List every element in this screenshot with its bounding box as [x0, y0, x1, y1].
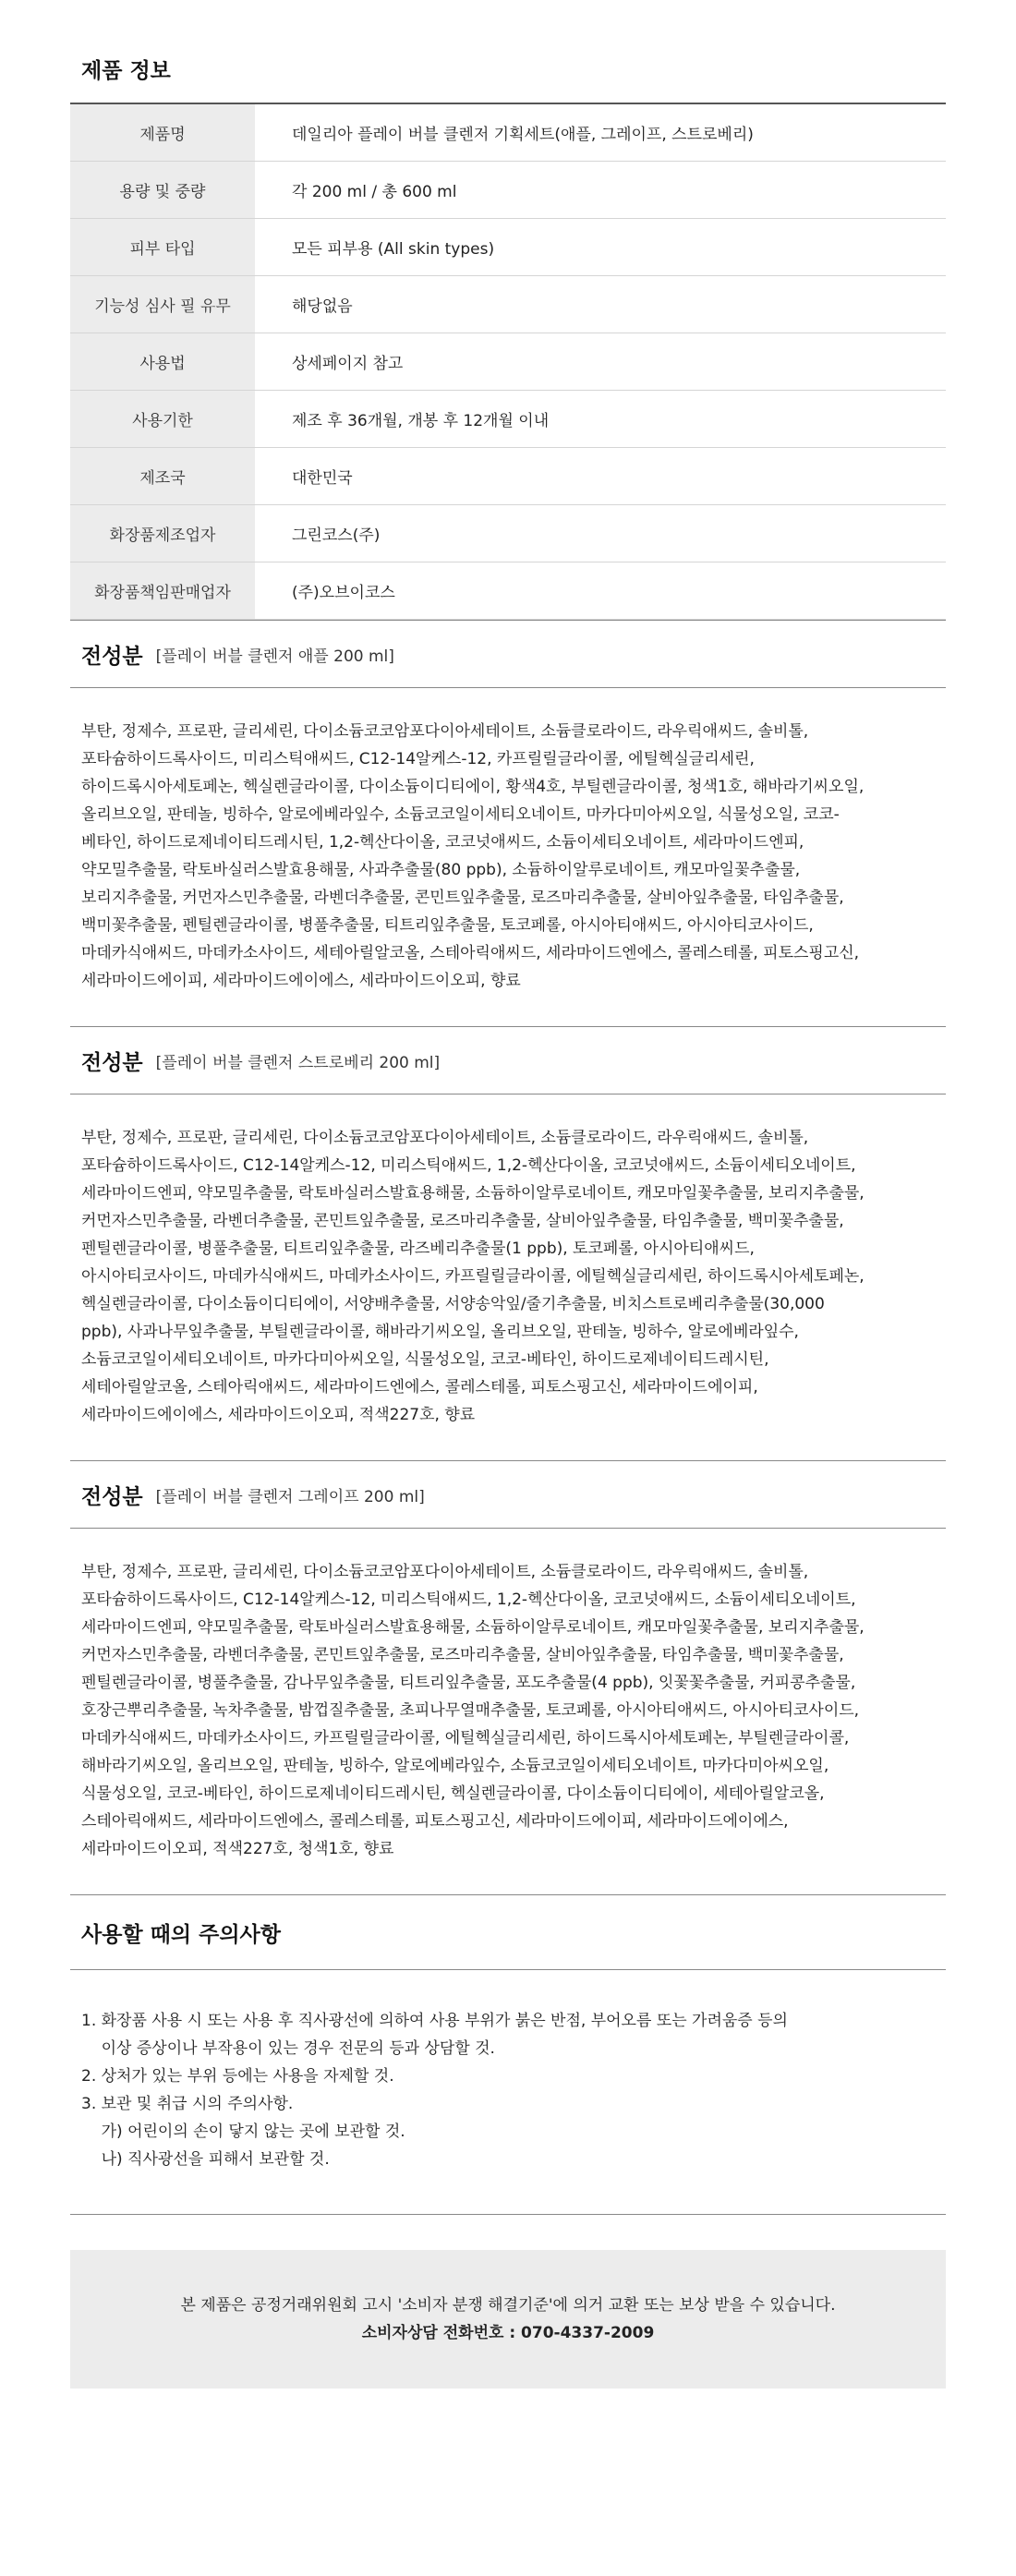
row-value: 해당없음 [255, 276, 946, 333]
table-row [70, 505, 946, 562]
row-value: 상세페이지 참고 [255, 333, 946, 391]
row-value: 제조 후 36개월, 개봉 후 12개월 이내 [255, 391, 946, 448]
consumer-notice-box [70, 2250, 946, 2389]
product-info-table [70, 103, 946, 620]
ingredients-title: 전성분 [81, 1050, 143, 1075]
ingredients-text: 부탄, 정제수, 프로판, 글리세린, 다이소듐코코암포다이아세테이트, 소듐클로라이드, 라우릭애씨드, 솔비톨, 포타슘하이드록사이드, C12-14알케스-12, 미리스틱애씨드, 1,2-헥산다이올, 코코넛애씨드, 소듐이세티오네이트, 세라마이드엔피, 약모밀추출물, 락토바실러스발효용해물, 소듐하이알루로네이트, 캐모마일꽃추출물, 보리지추출물, 커먼자스민추출물, 라벤더추출물, 콘민트잎추출물, 로즈마리추출물, 살비아잎추출물, 타임추출물, 백미꽃추출물, 펜틸렌글라이콜, 병풀추출물, 감나무잎추출물, 티트리잎추출물, 포도추출물(4 ppb), 잇꽃꽃추출물, 커피콩추출물, 호장근뿌리추출물, 녹차추출물, 밤껍질추출물, 초피나무열매추출물, 토코페롤, 아시아티애씨드, 아시아티코사이드, 마데카식애씨드, 마데카소사이드, 카프릴릴글라이콜, 에틸헥실글리세린, 하이드록시아세토페논, 부틸렌글라이콜, 해바라기씨오일, 올리브오일, 판테놀, 빙하수, 알로에베라잎수, 소듐코코일이세티오네이트, 마카다미아씨오일, 식물성오일, 코코-베타인, 하이드로제네이티드레시틴, 헥실렌글라이콜, 다이소듐이디티에이, 세테아릴알코올, 스테아릭애씨드, 세라마이드엔에스, 콜레스테롤, 피토스핑고신, 세라마이드에이피, 세라마이드에이에스, 세라마이드이오피, 적색227호, 청색1호, 향료 [81, 1563, 865, 1858]
row-label: 제조국 [70, 448, 255, 505]
ingredients-title: 전성분 [81, 644, 143, 669]
caution-section [70, 1894, 946, 2215]
row-label: 용량 및 중량 [70, 162, 255, 219]
table-row [70, 162, 946, 219]
ingredients-text: 부탄, 정제수, 프로판, 글리세린, 다이소듐코코암포다이아세테이트, 소듐클로라이드, 라우릭애씨드, 솔비톨, 포타슘하이드록사이드, C12-14알케스-12, 미리스틱애씨드, 1,2-헥산다이올, 코코넛애씨드, 소듐이세티오네이트, 세라마이드엔피, 약모밀추출물, 락토바실러스발효용해물, 소듐하이알루로네이트, 캐모마일꽃추출물, 보리지추출물, 커먼자스민추출물, 라벤더추출물, 콘민트잎추출물, 로즈마리추출물, 살비아잎추출물, 타임추출물, 백미꽃추출물, 펜틸렌글라이콜, 병풀추출물, 티트리잎추출물, 라즈베리추출물(1 ppb), 토코페롤, 아시아티애씨드, 아시아티코사이드, 마데카식애씨드, 마데카소사이드, 카프릴릴글라이콜, 에틸헥실글리세린, 하이드록시아세토페논, 헥실렌글라이콜, 다이소듐이디티에이, 서양배추출물, 서양송악잎/줄기추출물, 비치스트로베리추출물(30,000 ppb), 사과나무잎추출물, 부틸렌글라이콜, 해바라기씨오일, 올리브오일, 판테놀, 빙하수, 알로에베라잎수, 소듐코코일이세티오네이트, 마카다미아씨오일, 식물성오일, 코코-베타인, 하이드로제네이티드레시틴, 세테아릴알코올, 스테아릭애씨드, 세라마이드엔에스, 콜레스테롤, 피토스핑고신, 세라마이드에이피, 세라마이드에이에스, 세라마이드이오피, 적색227호, 향료 [81, 1129, 865, 1424]
caution-list [70, 1970, 946, 2215]
product-info-title: 제품 정보 [81, 59, 171, 83]
row-label: 화장품책임판매업자 [70, 562, 255, 620]
row-label: 사용기한 [70, 391, 255, 448]
table-row [70, 219, 946, 276]
row-value: 모든 피부용 (All skin types) [255, 219, 946, 276]
row-label: 사용법 [70, 333, 255, 391]
ingredients-subtitle: [플레이 버블 클렌저 그레이프 200 ml] [155, 1487, 425, 1506]
table-row [70, 333, 946, 391]
row-value: 데일리아 플레이 버블 클렌저 기획세트(애플, 그레이프, 스트로베리) [255, 103, 946, 162]
row-label: 기능성 심사 필 유무 [70, 276, 255, 333]
caution-line: 1. 화장품 사용 시 또는 사용 후 직사광선에 의하여 사용 부위가 붉은 반점, 부어오름 또는 가려움증 등의 [81, 2012, 788, 2030]
caution-title: 사용할 때의 주의사항 [81, 1922, 281, 1947]
ingredients-grape [70, 1460, 946, 1894]
caution-line: 2. 상처가 있는 부위 등에는 사용을 자제할 것. [81, 2067, 394, 2086]
caution-header [70, 1894, 946, 1970]
ingredients-subtitle: [플레이 버블 클렌저 스트로베리 200 ml] [155, 1053, 441, 1072]
row-value: 대한민국 [255, 448, 946, 505]
ingredients-header [70, 1026, 946, 1094]
table-row [70, 391, 946, 448]
ingredients-apple [70, 620, 946, 1026]
ingredients-strawberry [70, 1026, 946, 1460]
row-value: 그린코스(주) [255, 505, 946, 562]
row-value: (주)오브이코스 [255, 562, 946, 620]
caution-line: 가) 어린이의 손이 닿지 않는 곳에 보관할 것. [81, 2122, 405, 2141]
table-row [70, 448, 946, 505]
table-row [70, 276, 946, 333]
ingredients-subtitle: [플레이 버블 클렌저 애플 200 ml] [155, 647, 394, 666]
row-label: 피부 타입 [70, 219, 255, 276]
product-detail-page [70, 0, 946, 2389]
table-row [70, 562, 946, 620]
row-value: 각 200 ml / 총 600 ml [255, 162, 946, 219]
row-label: 화장품제조업자 [70, 505, 255, 562]
notice-text: 본 제품은 공정거래위원회 고시 '소비자 분쟁 해결기준'에 의거 교환 또는 보상 받을 수 있습니다. [180, 2296, 836, 2315]
table-row [70, 103, 946, 162]
ingredients-header [70, 620, 946, 688]
ingredients-text: 부탄, 정제수, 프로판, 글리세린, 다이소듐코코암포다이아세테이트, 소듐클로라이드, 라우릭애씨드, 솔비톨, 포타슘하이드록사이드, 미리스틱애씨드, C12-14알케스-12, 카프릴릴글라이콜, 에틸헥실글리세린, 하이드록시아세토페논, 헥실렌글라이콜, 다이소듐이디티에이, 황색4호, 부틸렌글라이콜, 청색1호, 해바라기씨오일, 올리브오일, 판테놀, 빙하수, 알로에베라잎수, 소듐코코일이세티오네이트, 마카다미아씨오일, 식물성오일, 코코-베타인, 하이드로제네이티드레시틴, 1,2-헥산다이올, 코코넛애씨드, 소듐이세티오네이트, 세라마이드엔피, 약모밀추출물, 락토바실러스발효용해물, 사과추출물(80 ppb), 소듐하이알루로네이트, 캐모마일꽃추출물, 보리지추출물, 커먼자스민추출물, 라벤더추출물, 콘민트잎추출물, 로즈마리추출물, 살비아잎추출물, 타임추출물, 백미꽃추출물, 펜틸렌글라이콜, 병풀추출물, 티트리잎추출물, 토코페롤, 아시아티애씨드, 아시아티코사이드, 마데카식애씨드, 마데카소사이드, 세테아릴알코올, 스테아릭애씨드, 세라마이드엔에스, 콜레스테롤, 피토스핑고신, 세라마이드에이피, 세라마이드에이에스, 세라마이드이오피, 향료 [81, 722, 865, 990]
caution-line: 3. 보관 및 취급 시의 주의사항. [81, 2095, 294, 2113]
ingredients-title: 전성분 [81, 1484, 143, 1509]
caution-line: 이상 증상이나 부작용이 있는 경우 전문의 등과 상담할 것. [81, 2039, 495, 2058]
consumer-phone: 소비자상담 전화번호 : 070-4337-2009 [361, 2324, 655, 2342]
ingredients-header [70, 1460, 946, 1529]
row-label: 제품명 [70, 103, 255, 162]
caution-line: 나) 직사광선을 피해서 보관할 것. [81, 2150, 330, 2169]
